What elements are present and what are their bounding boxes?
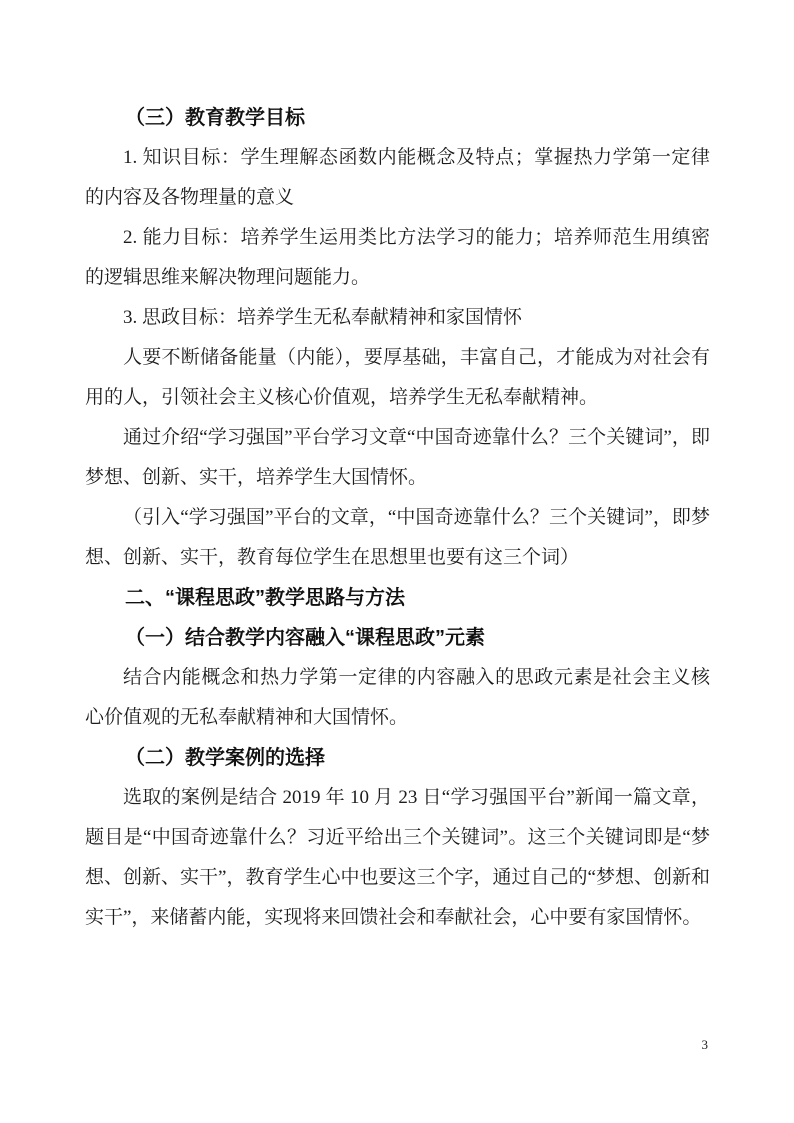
heading-section-2-case-selection: （二）教学案例的选择 bbox=[125, 747, 325, 769]
paragraph-ability-goal: 2. 能力目标：培养学生运用类比方法学习的能力；培养师范生用缜密的逻辑思维来解决物理问题能力。 bbox=[85, 227, 710, 288]
heading-section-1-integrate-elements: （一）结合教学内容融入“课程思政”元素 bbox=[125, 627, 485, 649]
paragraph-energy-storage-metaphor: 人要不断储备能量（内能），要厚基础，丰富自己，才能成为对社会有用的人，引领社会主义核心价值观，培养学生无私奉献精神。 bbox=[85, 347, 710, 408]
paragraph-ideological-goal: 3. 思政目标：培养学生无私奉献精神和家国情怀 bbox=[123, 307, 523, 328]
paragraph-knowledge-goal: 1. 知识目标：学生理解态函数内能概念及特点；掌握热力学第一定律的内容及各物理量的意义 bbox=[85, 147, 710, 208]
paragraph-parenthetical-note: （引入“学习强国”平台的文章，“中国奇迹靠什么？三个关键词”，即梦想、创新、实干，教育每位学生在思想里也要有这三个词） bbox=[85, 507, 710, 568]
page-number: 3 bbox=[701, 1037, 708, 1052]
paragraph-integration-elements: 结合内能概念和热力学第一定律的内容融入的思政元素是社会主义核心价值观的无私奉献精神和大国情怀。 bbox=[85, 667, 710, 728]
heading-part-2-curriculum-ideology-methods: 二、“课程思政”教学思路与方法 bbox=[125, 587, 405, 609]
paragraph-xuexi-qiangguo-article: 通过介绍“学习强国”平台学习文章“中国奇迹靠什么？三个关键词”，即梦想、创新、实干，培养学生大国情怀。 bbox=[85, 427, 710, 488]
document-body bbox=[85, 98, 710, 938]
paragraph-case-selection-detail: 选取的案例是结合 2019 年 10 月 23 日“学习强国平台”新闻一篇文章，题目是“中国奇迹靠什么？习近平给出三个关键词”。这三个关键词即是“梦想、创新、实干”，教育学生心中也要这三个字，通过自己的“梦想、创新和实干”，来储蓄内能，实现将来回馈社会和奉献社会，心中要有家国情怀。 bbox=[85, 787, 710, 928]
heading-section-3-education-teaching-goals: （三）教育教学目标 bbox=[125, 107, 305, 129]
